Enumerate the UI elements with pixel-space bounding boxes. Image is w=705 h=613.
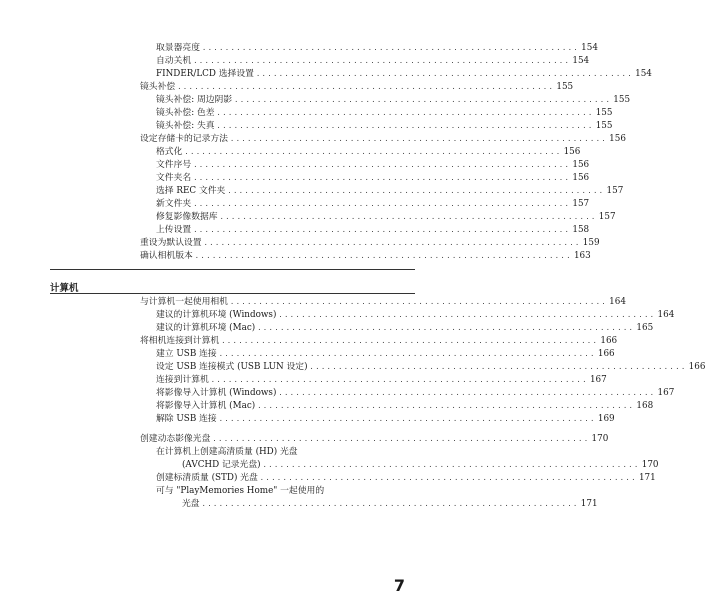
toc-entry[interactable]: [156, 107, 613, 120]
leader-dots: ..................................................................: [234, 96, 612, 104]
toc-entry[interactable]: [156, 120, 613, 133]
leader-dots: ..................................................................: [193, 57, 571, 65]
leader-dots: ..................................................................: [193, 161, 571, 169]
section-divider: [50, 269, 415, 270]
leader-dots: ..................................................................: [193, 226, 571, 234]
toc-entry-title: 连接到计算机: [156, 375, 209, 385]
toc-entry-title: 确认相机版本: [140, 251, 193, 261]
leader-dots: ..................................................................: [194, 252, 572, 260]
toc-entry[interactable]: [156, 185, 624, 198]
toc-entry[interactable]: [156, 446, 298, 459]
toc-entry-title: 文件夹名: [156, 173, 192, 183]
toc-entry-page: 170: [591, 434, 609, 444]
toc-entry-page: 159: [582, 238, 600, 248]
toc-entry[interactable]: [156, 211, 616, 224]
toc-entry-page: 171: [580, 499, 598, 509]
toc-entry-page: 155: [595, 121, 613, 131]
toc-entry-page: 163: [573, 251, 591, 261]
toc-entry-title: 建议的计算机环境 (Mac): [156, 323, 256, 333]
toc-entry[interactable]: [140, 250, 591, 263]
toc-entry[interactable]: [156, 322, 654, 335]
toc-entry-title: 建立 USB 连接: [156, 349, 217, 359]
toc-entry-page: 155: [595, 108, 613, 118]
toc-entry-title: 新文件夹: [156, 199, 192, 209]
leader-dots: ..................................................................: [257, 402, 635, 410]
page-number: 7: [393, 576, 405, 595]
toc-entry[interactable]: [182, 498, 598, 511]
toc-entry-title: 自动关机: [156, 56, 192, 66]
toc-entry-page: 164: [657, 310, 675, 320]
leader-dots: ..................................................................: [229, 135, 608, 143]
leader-dots: ..................................................................: [177, 83, 555, 91]
toc-entry-title: 格式化: [156, 147, 183, 157]
toc-entry-page: 154: [581, 43, 598, 53]
leader-dots: ..................................................................: [184, 148, 562, 156]
toc-entry[interactable]: [156, 55, 590, 68]
leader-dots: ..................................................................: [221, 337, 599, 345]
toc-entry[interactable]: [140, 433, 609, 446]
leader-dots: ..................................................................: [193, 200, 571, 208]
leader-dots: ..................................................................: [218, 415, 596, 423]
toc-entry-title: 选择 REC 文件夹: [156, 186, 226, 196]
toc-entry-page: 154: [635, 69, 652, 79]
toc-entry-title: 光盘: [182, 499, 200, 509]
toc-entry-title: (AVCHD 记录光盘): [182, 460, 261, 470]
toc-entry[interactable]: [156, 387, 675, 400]
toc-entry-page: 165: [636, 323, 654, 333]
toc-entry-title: 镜头补偿: 色差: [156, 108, 215, 118]
leader-dots: ..................................................................: [255, 70, 634, 78]
toc-entry-page: 157: [598, 212, 616, 222]
toc-entry[interactable]: [156, 472, 656, 485]
toc-entry[interactable]: [140, 133, 626, 146]
toc-entry[interactable]: [156, 198, 590, 211]
leader-dots: ..................................................................: [218, 350, 596, 358]
toc-entry[interactable]: [140, 81, 574, 94]
toc-entry-title: 解除 USB 连接: [156, 414, 217, 424]
leader-dots: ..................................................................: [278, 311, 656, 319]
leader-dots: ..................................................................: [219, 213, 597, 221]
toc-entry-title: 镜头补偿: 失真: [156, 121, 215, 131]
toc-entry-title: 将相机连接到计算机: [140, 336, 220, 346]
toc-entry[interactable]: [156, 374, 607, 387]
leader-dots: ..................................................................: [193, 174, 571, 182]
toc-entry-title: 将影像导入计算机 (Mac): [156, 401, 256, 411]
toc-entry-title: 镜头补偿: [140, 82, 176, 92]
toc-entry-title: 将影像导入计算机 (Windows): [156, 388, 277, 398]
toc-entry[interactable]: [156, 348, 615, 361]
toc-entry-title: 设定存储卡的记录方法: [140, 134, 228, 144]
toc-entry-page: 166: [597, 349, 615, 359]
section-title: 计算机: [50, 283, 79, 294]
toc-entry-page: 157: [606, 186, 624, 196]
leader-dots: ..................................................................: [210, 376, 588, 384]
toc-entry-page: 171: [638, 473, 656, 483]
toc-entry-page: 169: [597, 414, 615, 424]
toc-entry[interactable]: [156, 94, 631, 107]
toc-entry-title: 取景器亮度: [156, 43, 200, 53]
toc-entry[interactable]: [156, 413, 615, 426]
toc-entry-title: 建议的计算机环境 (Windows): [156, 310, 277, 320]
toc-entry-title: 上传设置: [156, 225, 192, 235]
toc-entry-title: 镜头补偿: 周边阴影: [156, 95, 233, 105]
toc-entry[interactable]: [156, 400, 654, 413]
toc-entry-page: 166: [600, 336, 618, 346]
leader-dots: ..................................................................: [262, 461, 640, 469]
leader-dots: ..................................................................: [309, 363, 687, 371]
toc-entry-title: 文件序号: [156, 160, 192, 170]
toc-entry-page: 156: [572, 173, 590, 183]
toc-entry[interactable]: [156, 68, 652, 81]
leader-dots: ..................................................................: [257, 324, 635, 332]
toc-entry[interactable]: [156, 42, 598, 55]
toc-entry-page: 156: [563, 147, 581, 157]
toc-entry-page: 156: [572, 160, 590, 170]
toc-entry[interactable]: [156, 485, 324, 498]
toc-entry[interactable]: [182, 459, 659, 472]
toc-entry-page: 170: [641, 460, 659, 470]
toc-entry[interactable]: [156, 172, 590, 185]
section-divider: [50, 293, 415, 294]
toc-entry[interactable]: [140, 296, 626, 309]
toc-entry[interactable]: [140, 237, 600, 250]
toc-entry-title: 设定 USB 连接模式 (USB LUN 设定): [156, 362, 308, 372]
leader-dots: ..................................................................: [203, 239, 581, 247]
toc-entry-title: 创建标清质量 (STD) 光盘: [156, 473, 258, 483]
toc-entry-page: 167: [657, 388, 675, 398]
leader-dots: ..................................................................: [227, 187, 605, 195]
toc-entry-page: 164: [609, 297, 626, 307]
toc-entry-page: 155: [613, 95, 631, 105]
leader-dots: ..................................................................: [202, 44, 580, 52]
leader-dots: ..................................................................: [216, 109, 594, 117]
toc-entry-title: 在计算机上创建高清质量 (HD) 光盘: [156, 447, 298, 457]
toc-entry[interactable]: [140, 335, 618, 348]
toc-entry[interactable]: [156, 159, 590, 172]
toc-entry-title: 创建动态影像光盘: [140, 434, 211, 444]
leader-dots: ..................................................................: [216, 122, 594, 130]
toc-entry-page: 154: [572, 56, 590, 66]
toc-entry-title: FINDER/LCD 选择设置: [156, 69, 254, 79]
toc-entry-page: 157: [572, 199, 590, 209]
toc-entry[interactable]: [156, 224, 590, 237]
toc-entry-page: 166: [688, 362, 705, 372]
leader-dots: ..................................................................: [278, 389, 656, 397]
toc-entry-title: 重设为默认设置: [140, 238, 202, 248]
leader-dots: ..................................................................: [259, 474, 637, 482]
leader-dots: ..................................................................: [201, 500, 579, 508]
toc-entry-title: 修复影像数据库: [156, 212, 218, 222]
toc-entry-page: 168: [636, 401, 654, 411]
toc-entry[interactable]: [156, 309, 675, 322]
toc-entry-page: 158: [572, 225, 590, 235]
leader-dots: ..................................................................: [229, 298, 608, 306]
toc-entry-page: 155: [556, 82, 574, 92]
toc-entry-title: 与计算机一起使用相机: [140, 297, 228, 307]
toc-entry-title: 可与 "PlayMemories Home" 一起使用的: [156, 486, 325, 496]
toc-entry[interactable]: [156, 361, 705, 374]
toc-entry-page: 167: [589, 375, 607, 385]
leader-dots: ..................................................................: [212, 435, 590, 443]
toc-entry[interactable]: [156, 146, 581, 159]
toc-entry-page: 156: [609, 134, 626, 144]
